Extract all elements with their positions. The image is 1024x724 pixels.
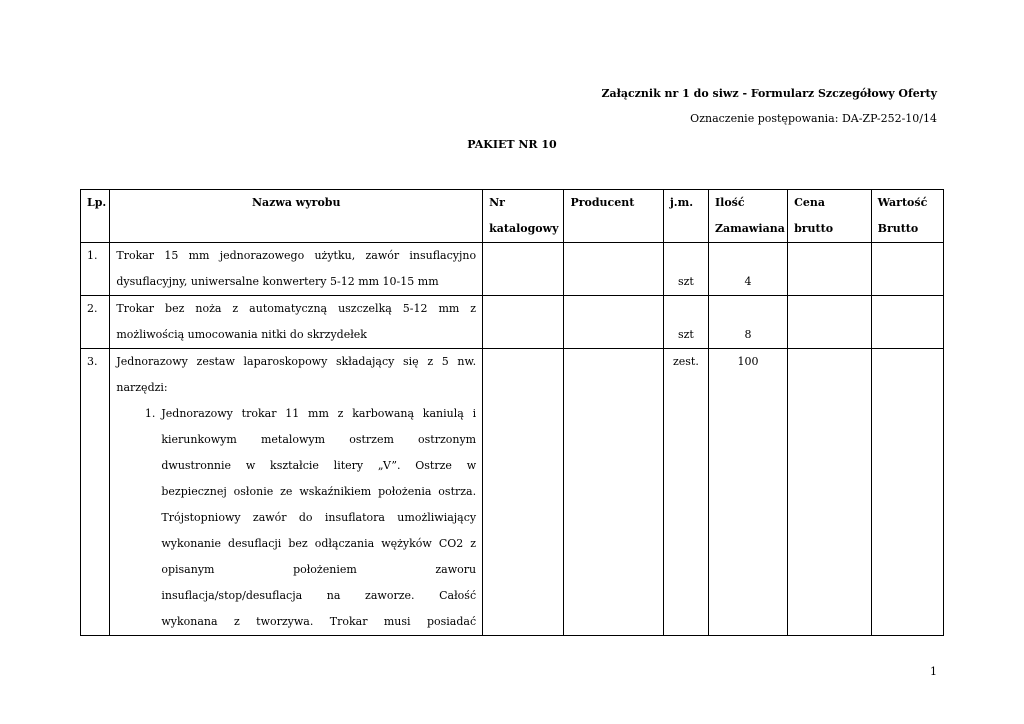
- row-lp: 1.: [81, 243, 110, 296]
- procedure-reference: Oznaczenie postępowania: DA-ZP-252-10/14: [690, 112, 937, 125]
- row-value: [871, 296, 943, 349]
- package-heading: PAKIET NR 10: [467, 138, 557, 151]
- row-lp: 3.: [81, 349, 110, 636]
- row-product-name: Trokar 15 mm jednorazowego użytku, zawór insuflacyjno dysuflacyjny, uniwersalne konwertery 5-12 mm 10-15 mm: [110, 243, 483, 296]
- row-price: [788, 296, 872, 349]
- sub-item-number: 1.: [144, 407, 156, 420]
- sub-item-text: Jednorazowy trokar 11 mm z karbowaną kaniulą i kierunkowym metalowym ostrzem ostrzonym dwustronnie w kształcie litery „V”. Ostrze w bezpiecznej osłonie ze wskaźnikiem położenia ostrza. Trójstopniowy zawór do insuflatora umożliwiający wykonanie desuflacji bez odłączania wężyków CO2 z opisanym położeniem zaworu insuflacja/stop/desuflacja na zaworze. Całość wykonana z tworzywa. Trokar musi posiadać: [161, 407, 477, 628]
- table-row: [81, 243, 944, 296]
- row-product-name: [110, 349, 483, 636]
- col-header-name: Nazwa wyrobu: [110, 190, 483, 243]
- row-catalog-nr: [483, 296, 564, 349]
- row-producer: [564, 296, 663, 349]
- row-lp: 2.: [81, 296, 110, 349]
- sub-item: [116, 401, 476, 635]
- row-value: [871, 243, 943, 296]
- row-producer: [564, 243, 663, 296]
- row-quantity: 8: [709, 296, 788, 349]
- row-catalog-nr: [483, 243, 564, 296]
- row-product-intro: Jednorazowy zestaw laparoskopowy składający się z 5 nw. narzędzi:: [116, 355, 477, 394]
- col-header-value: Wartość Brutto: [871, 190, 943, 243]
- row-producer: [564, 349, 663, 636]
- row-product-name: Trokar bez noża z automatyczną uszczelką 5-12 mm z możliwością umocowania nitki do skrzydełek: [110, 296, 483, 349]
- page-number: 1: [930, 665, 937, 678]
- attachment-title: Załącznik nr 1 do siwz - Formularz Szczegółowy Oferty: [601, 87, 937, 100]
- row-quantity: 100: [709, 349, 788, 636]
- row-unit: zest.: [663, 349, 708, 636]
- row-unit: szt: [663, 296, 708, 349]
- col-header-producer: Producent: [564, 190, 663, 243]
- table-row: [81, 349, 944, 636]
- row-quantity: 4: [709, 243, 788, 296]
- row-value: [871, 349, 943, 636]
- col-header-unit: j.m.: [663, 190, 708, 243]
- col-header-quantity: Ilość Zamawiana: [709, 190, 788, 243]
- row-price: [788, 349, 872, 636]
- col-header-lp: Lp.: [81, 190, 110, 243]
- offer-table: [80, 189, 944, 636]
- row-unit: szt: [663, 243, 708, 296]
- row-catalog-nr: [483, 349, 564, 636]
- col-header-catalog-nr: Nr katalogowy: [483, 190, 564, 243]
- row-price: [788, 243, 872, 296]
- col-header-price: Cena brutto: [788, 190, 872, 243]
- table-row: [81, 296, 944, 349]
- table-header-row: [81, 190, 944, 243]
